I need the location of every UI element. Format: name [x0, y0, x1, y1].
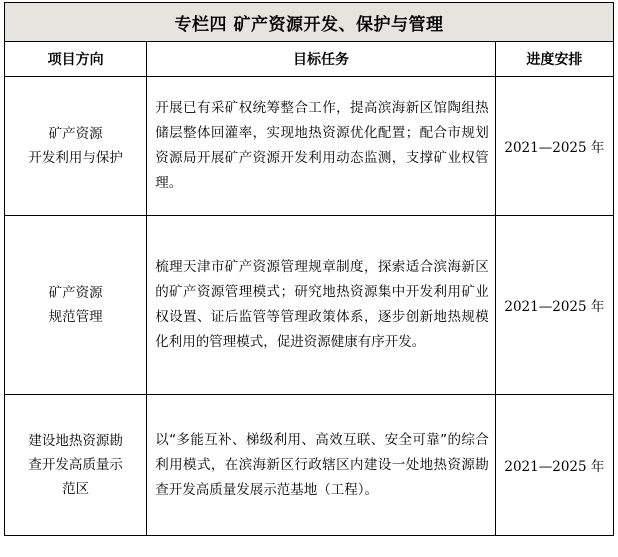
- table-row: [5, 77, 614, 216]
- direction-line: 矿产资源: [48, 126, 103, 142]
- direction-line: 查开发高质量示: [28, 457, 123, 473]
- header-task: 目标任务: [147, 42, 496, 77]
- schedule-cell: 2021—2025 年: [495, 216, 613, 395]
- header-schedule: 进度安排: [495, 42, 613, 77]
- box-title: 专栏四 矿产资源开发、保护与管理: [5, 3, 614, 42]
- info-box-table: [4, 2, 614, 536]
- schedule-cell: 2021—2025 年: [495, 395, 613, 536]
- direction-line: 建设地热资源勘: [28, 433, 123, 449]
- header-direction: 项目方向: [5, 42, 147, 77]
- direction-line: 范区: [62, 481, 90, 497]
- task-cell: 以“多能互补、梯级利用、高效互联、安全可靠”的综合利用模式，在滨海新区行政辖区内建设一处地热资源勘查开发高质量发展示范基地（工程）。: [147, 395, 496, 536]
- direction-cell: [5, 395, 147, 536]
- direction-cell: [5, 77, 147, 216]
- table-row: [5, 216, 614, 395]
- task-cell: 开展已有采矿权统筹整合工作，提高滨海新区馆陶组热储层整体回灌率，实现地热资源优化配置；配合市规划资源局开展矿产资源开发利用动态监测，支撑矿业权管理。: [147, 77, 496, 216]
- direction-line: 矿产资源: [48, 285, 103, 301]
- direction-cell: [5, 216, 147, 395]
- direction-line: 开发利用与保护: [28, 150, 123, 166]
- task-cell: 梳理天津市矿产资源管理规章制度，探索适合滨海新区的矿产资源管理模式；研究地热资源集中开发利用矿业权设置、证后监管等管理政策体系，逐步创新地热规模化利用的管理模式，促进资源健康有序开发。: [147, 216, 496, 395]
- table-row: [5, 395, 614, 536]
- schedule-cell: 2021—2025 年: [495, 77, 613, 216]
- direction-line: 规范管理: [48, 309, 103, 325]
